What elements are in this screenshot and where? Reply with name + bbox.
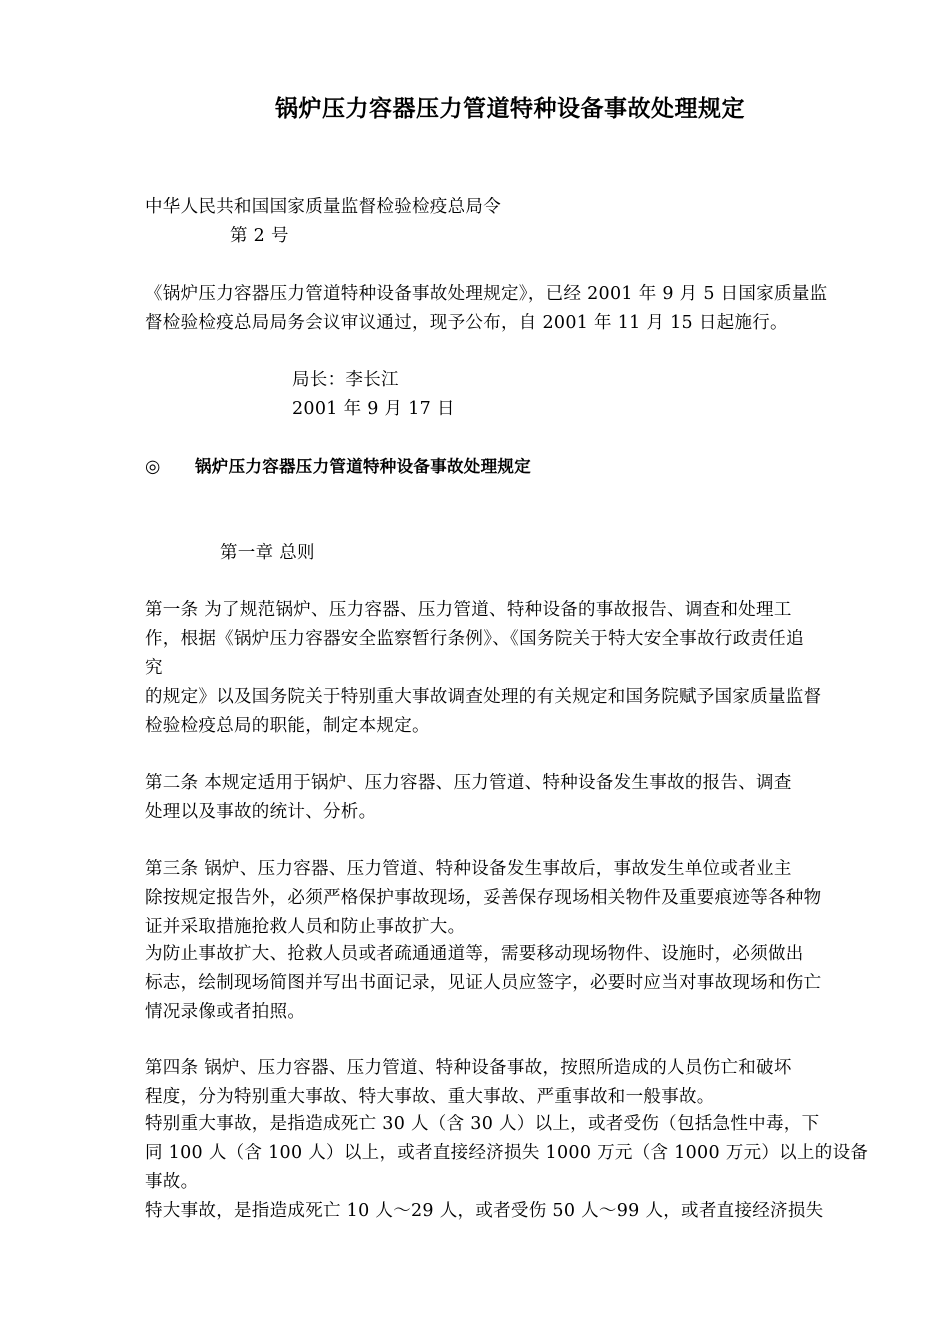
article-4-line: 第四条 锅炉、压力容器、压力管道、特种设备事故，按照所造成的人员伤亡和破坏 [145,1058,792,1078]
promulgation-line: 《锅炉压力容器压力管道特种设备事故处理规定》，已经 2001 年 9 月 5 日国家质量监 [145,284,828,304]
article-3-line: 除按规定报告外，必须严格保护事故现场，妥善保存现场相关物件及重要痕迹等各种物 [145,888,822,908]
article-2-line: 第二条 本规定适用于锅炉、压力容器、压力管道、特种设备发生事故的报告、调查 [145,773,792,793]
bullseye-icon: ◎ [145,457,161,477]
signer: 局长：李长江 [292,370,399,390]
document-title: 锅炉压力容器压力管道特种设备事故处理规定 [275,96,745,122]
article-3-line: 为防止事故扩大、抢救人员或者疏通通道等，需要移动现场物件、设施时，必须做出 [145,944,804,964]
article-4-line: 特大事故，是指造成死亡 10 人～29 人，或者受伤 50 人～99 人，或者直接经济损失 [145,1201,824,1221]
section-heading [145,452,531,482]
article-4-line: 特别重大事故，是指造成死亡 30 人（含 30 人）以上，或者受伤（包括急性中毒，下 [145,1114,820,1134]
article-3-line: 第三条 锅炉、压力容器、压力管道、特种设备发生事故后，事故发生单位或者业主 [145,859,792,879]
article-1-line: 第一条 为了规范锅炉、压力容器、压力管道、特种设备的事故报告、调查和处理工 [145,600,792,620]
article-1-line: 究 [145,658,163,678]
article-3-line: 证并采取措施抢救人员和防止事故扩大。 [145,917,466,937]
promulgation-line: 督检验检疫总局局务会议审议通过，现予公布，自 2001 年 11 月 15 日起施行。 [145,313,788,333]
article-4-line: 程度，分为特别重大事故、特大事故、重大事故、严重事故和一般事故。 [145,1087,715,1107]
chapter-heading: 第一章 总则 [220,543,315,563]
section-title: 锅炉压力容器压力管道特种设备事故处理规定 [195,457,531,476]
article-3-line: 情况录像或者拍照。 [145,1002,306,1022]
article-1-line: 作，根据《锅炉压力容器安全监察暂行条例》、《国务院关于特大安全事故行政责任追 [145,629,804,649]
article-1-line: 的规定》以及国务院关于特别重大事故调查处理的有关规定和国务院赋予国家质量监督 [145,687,822,707]
decree-number: 第 2 号 [230,226,289,246]
article-2-line: 处理以及事故的统计、分析。 [145,802,377,822]
article-3-line: 标志，绘制现场简图并写出书面记录，见证人员应签字，必要时应当对事故现场和伤亡 [145,973,822,993]
decree-issuer: 中华人民共和国国家质量监督检验检疫总局令 [145,197,501,217]
article-4-line: 事故。 [145,1172,199,1192]
sign-date: 2001 年 9 月 17 日 [292,399,455,419]
article-4-line: 同 100 人（含 100 人）以上，或者直接经济损失 1000 万元（含 1000 万元）以上的设备 [145,1143,869,1163]
article-1-line: 检验检疫总局的职能，制定本规定。 [145,716,430,736]
